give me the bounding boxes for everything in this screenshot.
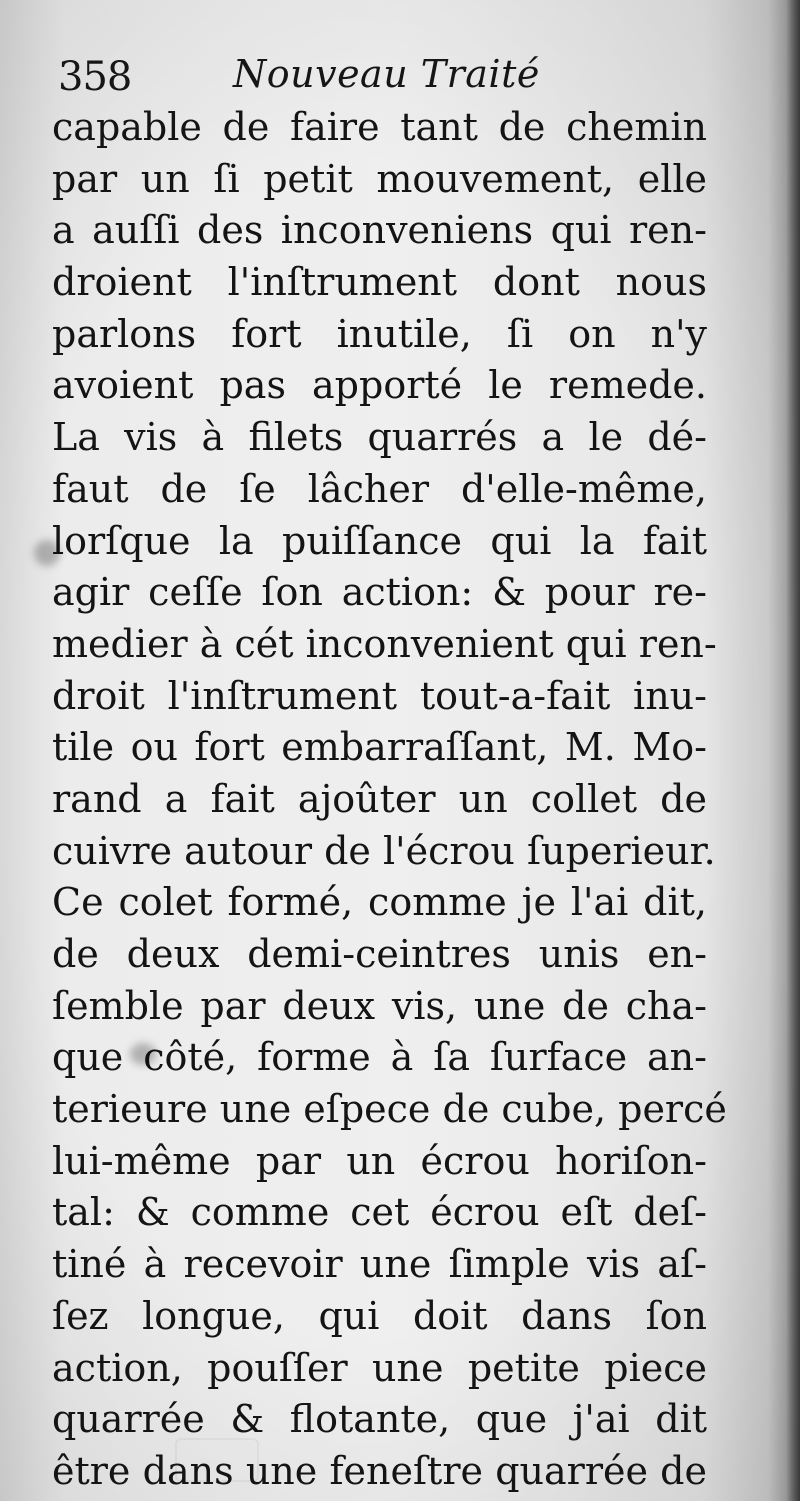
text-line: tiné à recevoir une ſimple vis aſ- — [52, 1242, 707, 1287]
text-line: ſez longue, qui doit dans ſon — [52, 1293, 707, 1338]
text-line: lorſque la puiſſance qui la fait — [52, 518, 707, 563]
page-header — [58, 46, 718, 106]
text-line: faut de ſe lâcher d'elle-même, — [52, 466, 707, 511]
ink-blot — [130, 1043, 156, 1065]
text-line: droient l'inſtrument dont nous — [52, 260, 707, 305]
text-line: tile ou fort embarraſſant, M. Mo- — [52, 725, 707, 770]
text-line: tal: & comme cet écrou eſt deſ- — [52, 1190, 707, 1235]
ink-blot — [34, 540, 60, 566]
text-line: action, pouſſer une petite piece — [52, 1345, 707, 1390]
faint-library-stamp — [175, 1438, 259, 1482]
text-line: La vis à filets quarrés a le dé- — [52, 415, 707, 460]
text-line: que côté, forme à ſa ſurface an- — [52, 1035, 707, 1080]
page-number: 358 — [58, 54, 132, 100]
text-line: a auſſi des inconveniens qui ren- — [52, 208, 707, 253]
text-line: terieure une eſpece de cube, percé — [52, 1087, 727, 1132]
text-line: quarrée & flotante, que j'ai dit — [52, 1397, 707, 1442]
body-text — [52, 102, 727, 1498]
text-line: agir ceſſe ſon action: & pour re- — [52, 570, 707, 615]
text-line: Ce colet formé, comme je l'ai dit, — [52, 880, 707, 925]
text-line: capable de faire tant de chemin — [52, 105, 707, 149]
text-line: avoient pas apporté le remede. — [52, 363, 707, 408]
text-line: medier à cét inconvenient qui ren- — [52, 621, 717, 666]
text-line: lui-même par un écrou horiſon- — [52, 1138, 707, 1183]
text-line: par un ſi petit mouvement, elle — [52, 156, 707, 201]
text-line: parlons fort inutile, ſi on n'y — [52, 311, 707, 356]
text-line: cuivre autour de l'écrou ſuperieur. — [52, 828, 716, 873]
text-line: de deux demi-ceintres unis en- — [52, 932, 707, 976]
text-line: être dans une feneſtre quarrée de — [52, 1448, 707, 1493]
running-title: Nouveau Traité — [233, 52, 540, 96]
text-line: droit l'inſtrument tout-a-fait inu- — [52, 673, 707, 718]
text-line: rand a fait ajoûter un collet de — [52, 776, 707, 821]
page-edge-shadow — [786, 0, 800, 1501]
text-line: ſemble par deux vis, une de cha- — [52, 983, 707, 1028]
